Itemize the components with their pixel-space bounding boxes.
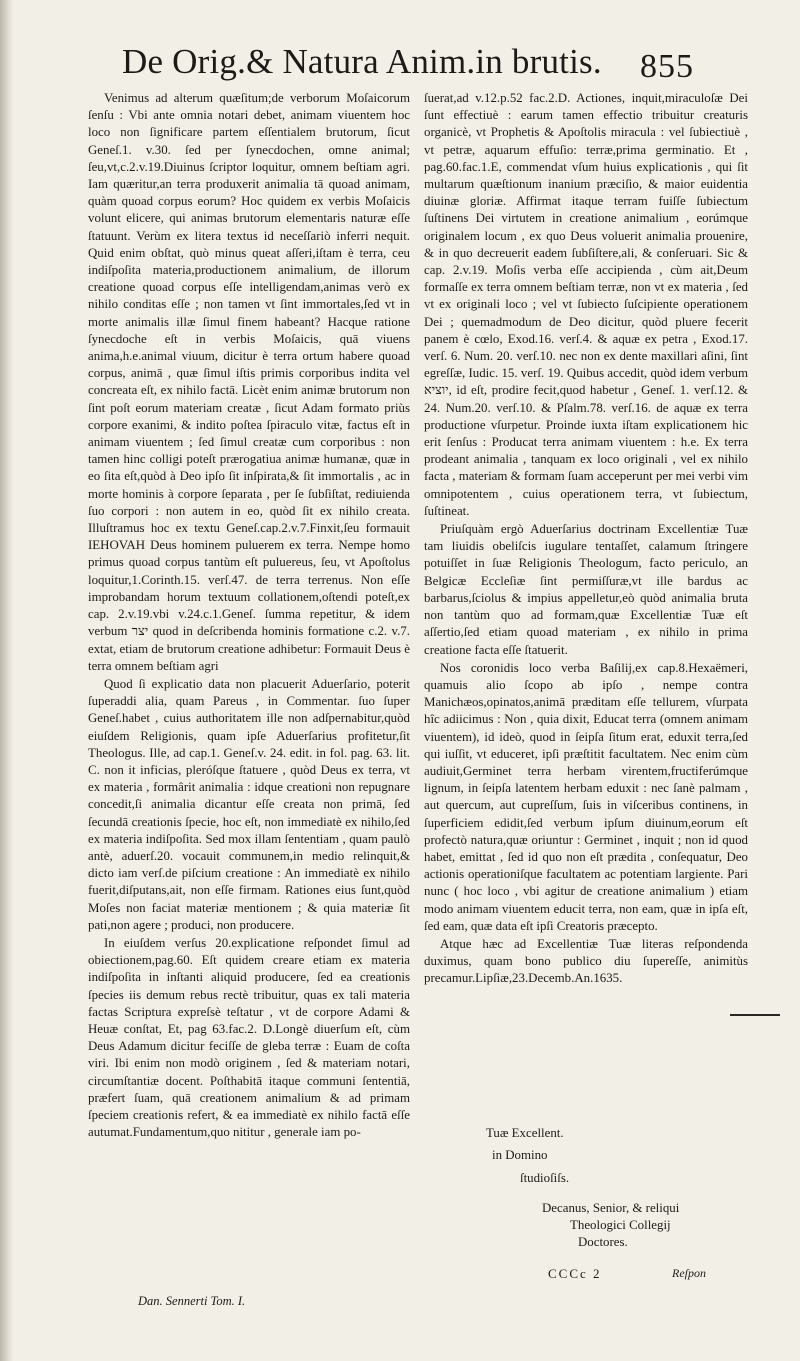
closing-studiosiss: ſtudioſiſs. [520,1171,570,1185]
right-paragraph-3: Nos coronidis loco verba Baſilij,ex cap.8.Hexaëmeri, quamuis alio ſcopo ab ipſo , nempe contra Manichæos,opinatos,animā præditam eſſe tellurem, vſurpata hîc adiicimus : Non , quia dixit, Educat terra (omnem animam viuentem), id ideò, quod in ſeipſa ſitum erat, eduxit terra,ſed qui iuſſit, vt educeret, ipſi præſtitit facultatem. Nec enim cùm audiuit,Germinet terra herbam virentem,fructiferúmque lignum, in ſeipſa latentem herbam eduxit : nec ſanè palmam , aut quercum, aut cupreſſum, ſuis in viſceribus continens, in ſuperficiem edidit,ſed verbum ipſum diuinum,eorum eſt profectò natura,quæ oriuntur : Germinet , inquit ; non id quod habet, emittat , ſed id quo non eſt prædita , conſequatur, Deo actionis operationiſque facultatem ac potentiam largiente. Pari nunc ( hoc loco , vbi agitur de creatione animalium ) etiam modo animam viuentem educit terra, non eam, quæ in ipſa eſt, ſed eam, quæ data eſt ipſi Creatoris præcepto. [424,660,748,933]
right-paragraph-4: Atque hæc ad Excellentiæ Tuæ literas reſpondenda duximus, quam bono publico diu ſupereſſe, animitùs precamur.Lipſiæ,23.Decemb.An.1635. [424,936,748,986]
left-column [88,90,410,1141]
signature-mark: CCCc 2 [548,1266,602,1281]
closing-in-domino: in Domino [492,1148,548,1162]
margin-pointer-line [730,1014,780,1016]
left-paragraph-2: Quod ſi explicatio data non placuerit Aduerſario, poterit ſuperaddi alia, quam Pareus , in Commentar. ſuo ſuper Geneſ.habet , cuius authoritatem ille non adſpernabitur,quòd eiuſdem Religionis, quam ipſe Aduerſarius profitetur,ſit Theologus. Ille, ad cap.1. Geneſ.v. 24. edit. in fol. pag. 63. lit. C. non it inficias, pleróſque ſtatuere , quòd Deus ex terra, vt ex materia , formârit animalia : idque creationi non repugnare concedit,ſi animalia dicantur eſſe creata non primā, ſed ſecundā creationis ſpecie, hoc eſt, non immediatè ex nihilo,ſed ex materia indiſpoſita. Sed mox illam ſententiam , quam paulò antè, aduerſ.20. vocauit communem,in medio relinquit,& dicto iam verſ.de piſcium creatione : An immediatè ex nihilo fuerit,diſputans,ait, non eſſe firmam. Rationes eius ſunt,quòd Moſes non faciat materiæ mentionem ; & quia materiæ ſit pati,non agere ; produci, non producere. [88,676,410,932]
page-number: 855 [640,48,694,85]
binding-shadow [0,0,14,1361]
left-paragraph-1: Venimus ad alterum quæſitum;de verborum Moſaicorum ſenſu : Vbi ante omnia notari debet, animam viuentem hoc loco non ſignificare partem eſſentialem brutorum, ſicut Geneſ.1. v.30. ſed per ſynecdochen, omne animal; ſeu,vt,c.2.v.19.Diuinus ſcriptor loquitur, omnem beſtiam agri. Iam quæritur,an terra produxerit animalia tā quoad animam, quàm quoad corpus eorum? Hoc quidem ex verbis Moſaicis volunt elicere, qui animas brutorum elementaris naturæ eſſe ſtatuunt. Verùm ex litera textus id neceſſariò inferri nequit. Quid enim obſtat, quò minus queat aſſeri,iſtam è terra, ceu indiſpoſita materia,productionem animalium, de illorum creatione quoad corpus eſſe intelligendam,animas verò ex nihilo conditas eſſe ; non tamen vt ſint immortales,ſed vt in morte animalis illæ ſimul finem habeant? Hacque ratione ſynecdoche eſt in verbis Moſaicis, quā viuens anima,h.e.animal viuum, dicitur è terra ortum habere quoad corpus, animā , quæ ſimul iſtis primis corporibus indita vel concreata eſt, ex nihilo factā. Licèt enim animæ brutorum non ſint poſt eorum materiam creatæ , ſicut Adam formato priùs corpore exanimi, & indito poſtea ſpiraculo vitæ, factus eſt in animam viuentem ; ſed ſimul creatæ cum corporibus : non tamen hinc colligi poteſt prærogatiua animæ humanæ, quæ in eo ſita eſt,quòd à Deo ipſo ſit inſpirata,& ſit immortalis , ac in morte hominis à corpore ſeparata , per ſe ſubſiſtat, rediuienda ſuo corpori : non autem in eo, quòd ſit ex nihilo creata. Illuſtramus hoc ex textu Geneſ.cap.2.v.7.Finxit,ſeu formauit IEHOVAH Deus hominem puluerem ex terra. Nempe homo primus quoad corpus tantùm eſt puluereus, ſeu, vt Apoſtolus loquitur,1.Corinth.15. verſ.47. de terra terrenus. Non eſſe improbandam horum textuum collationem,oſtendi poteſt,ex cap. 2.v.19.vbi v.24.c.1.Geneſ. ſumma repetitur, & idem verbum יצר quod in deſcribenda hominis formatione c.2. v.7. extat, etiam de brutorum creatione adhibetur: Formauit Deus è terra omnem beſtiam agri [88,91,410,673]
signatory-line: Decanus, Senior, & reliqui [542,1201,680,1215]
signatory-line: Doctores. [578,1235,628,1249]
left-paragraph-3: In eiuſdem verſus 20.explicatione reſpondet ſimul ad obiectionem,pag.60. Eſt quidem creare etiam ex materia indiſpoſita in inſtanti aliquid producere, ſed ea creationis ſpecies iis demum rebus rectè tribuitur, quas ex tali materia factas Scriptura expreſsè teſtatur , vt de corpore Adami & Heuæ conſtat, Et, pag 63.fac.2. D.Longè diuerſum eſt, cùm Deus Adamum dicitur feciſſe de gleba terræ : Euam de coſta viri. Ibi enim non modò originem , ſed & materiam notari, circumſtantiæ docent. Poſthabitā itaque communi ſententiā, præfert ſuam, quā creationem animalium & ad primam ſpeciem creationis refert, & ea immediatè ex nihilo factā eſſe autumat.Fundamentum,quo nititur , generale iam po- [88,935,410,1140]
closing-salutation: Tuæ Excellent. [486,1126,564,1140]
right-paragraph-2: Priuſquàm ergò Aduerſarius doctrinam Excellentiæ Tuæ tam liuidis obeliſcis iugulare tentaſſet, calamum ſtringere potuiſſet in ſuæ Religionis Theologum, facto periculo, an Belgicæ Eccleſiæ ſint permiſſuræ,vt ille bardus ac barbarus,ſciolus & impius appelletur,eò quòd animalia bruta non tantùm quo ad formam,quæ Excellentiæ Tuæ eſt aſſertio,ſed etiam quoad materiam , ex nihilo in prima creatione facta eſſe ſtatuerit. [424,522,748,657]
right-column [424,90,748,988]
signatory-line: Theologici Collegij [570,1218,671,1232]
volume-line: Dan. Sennerti Tom. I. [138,1294,246,1308]
signatories-block [542,1200,762,1251]
running-title: De Orig.& Natura Anim.in brutis. [122,42,602,81]
right-paragraph-1: ſuerat,ad v.12.p.52 fac.2.D. Actiones, inquit,miraculoſæ Dei ſunt effectiuè : earum tamen effectio tribuitur creaturis organicè, vt Prophetis & Apoſtolis miracula : vel ſubiectiuè , vt petræ, aquarum effuſio: terræ,prima germinatio. Et , pag.60.fac.1.E, commendat vſum huius explicationis , qui ſit multarum quæſtionum inanium præciſio, & maior euidentia diuinæ gloriæ. Affirmat itaque terram fuiſſe ſubiectum ſuſtinens Dei virtutem in creatione animalium , eorúmque originalem locum , ex quo Deus voluerit animalia prouenire, & in quo decreuerit eadem ſubſiſtere,ali, & conſeruari. Sic & cap. 2.v.19. Moſis verba eſſe accipienda , cùm ait,Deum formaſſe ex terra omnem beſtiam terræ, non vt ex materia , ſed vt ex originali loco ; vel vt ſubiecto ſuſcipiente operationem Dei ; quemadmodum de Deo dicitur, quòd pluere fecerit panem è cœlo, Exod.16. verſ.4. & aquæ ex petra , Exod.17. verſ. 6. Num. 20. verſ.10. nec non ex dente maxillari aſini, ſint egreſſæ, Iudic. 15. verſ. 19. Quibus accedit, quòd idem verbum יוציא, id eſt, prodire fecit,quod habetur , Geneſ. 1. verſ.12. & 24. Num.20. verſ.10. & Pſalm.78. verſ.16. de aquæ ex terra productione vſurpetur. Proinde iuxta iſtam explicationem hic erit ſenſus : Producat terra animam viuentem : h.e. Ex terra prodeant animalia , tanquam ex loco originali , vel ex nihilo facta , materiam & formam ſuam acceperunt per mei verbi vim omnipotentem , cuius operationem terra, vt ſubiectum, ſuſtineat. [424,91,748,518]
page-header [122,42,710,82]
catchword: Reſpon [672,1266,706,1280]
